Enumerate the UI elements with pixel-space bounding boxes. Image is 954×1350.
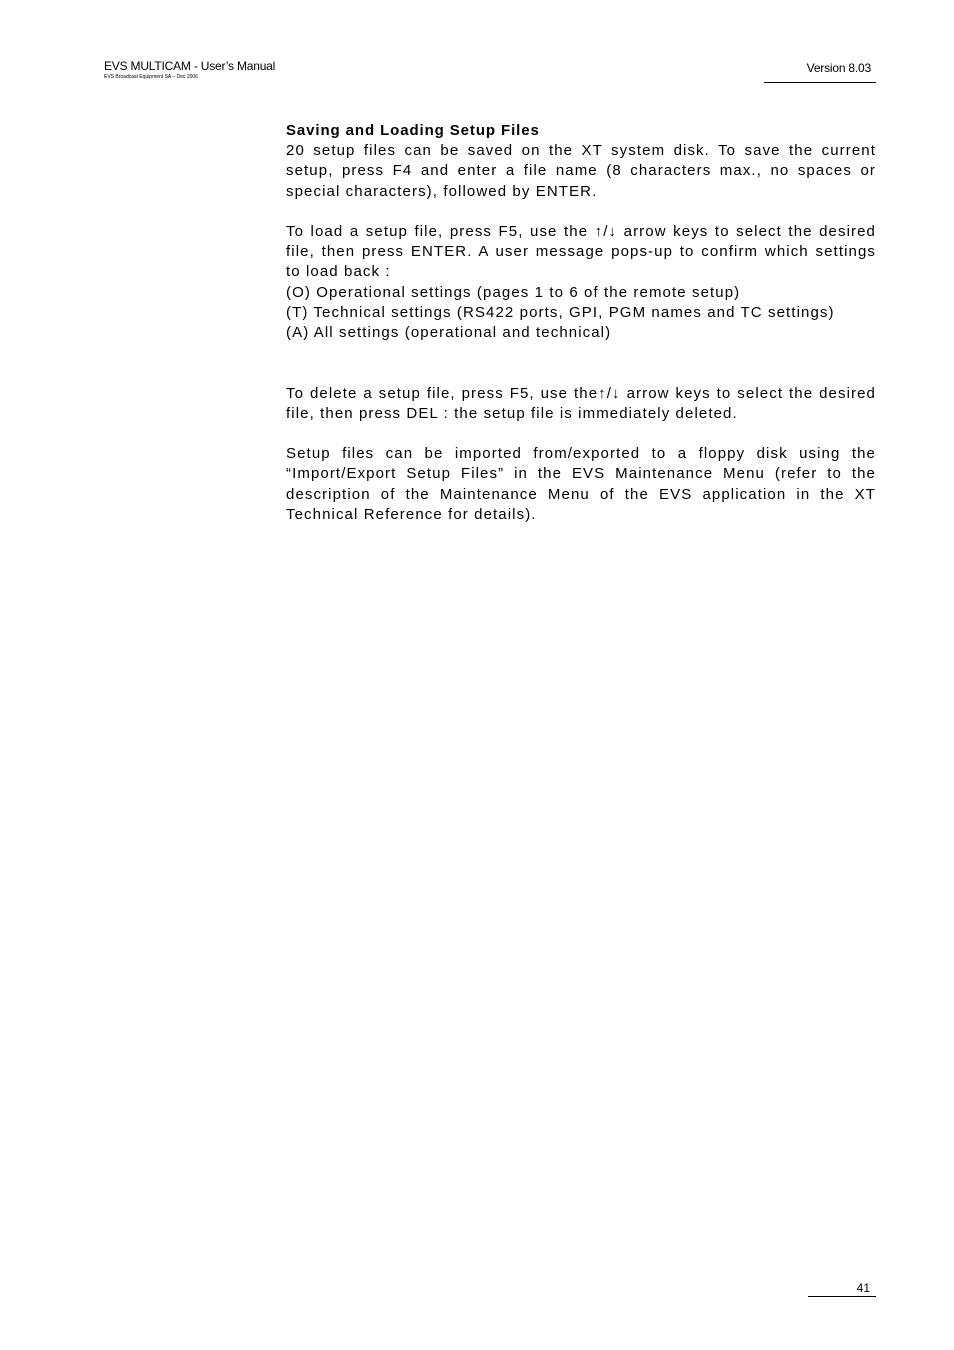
main-content [286, 121, 876, 525]
page-footer [808, 1279, 876, 1297]
document-title: EVS MULTICAM - User’s Manual [104, 59, 276, 73]
paragraph-spacer [286, 202, 876, 222]
option-technical: (T) Technical settings (RS422 ports, GPI, PGM names and TC settings) [286, 303, 835, 321]
paragraph-spacer [286, 343, 876, 383]
paragraph-import: Setup files can be imported from/exported to a floppy disk using the “Import/Export Setup Files” in the EVS Maintenance Menu (refer to the description of the Maintenance Menu of the EVS application in the XT Technical Reference for details). [286, 445, 876, 523]
version-block [764, 59, 876, 83]
page-number: 41 [856, 1281, 870, 1295]
option-all: (A) All settings (operational and technical) [286, 324, 612, 342]
document-subtitle: EVS Broadcast Equipment SA – Dec 2006 [104, 74, 198, 80]
paragraph-load: To load a setup file, press F5, use the ↑/↓ arrow keys to select the desired file, then press ENTER. A user message pops-up to confirm which settings to load back : [286, 223, 876, 281]
paragraph-save: 20 setup files can be saved on the XT system disk. To save the current setup, press F4 and enter a file name (8 characters max., no spaces or special characters), followed by ENTER. [286, 142, 876, 200]
section-heading: Saving and Loading Setup Files [286, 122, 540, 139]
paragraph-spacer [286, 424, 876, 444]
version-label: Version 8.03 [806, 61, 871, 75]
paragraph-delete: To delete a setup file, press F5, use the↑/↓ arrow keys to select the desired file, then press DEL : the setup file is immediately deleted. [286, 384, 876, 422]
option-operational: (O) Operational settings (pages 1 to 6 of the remote setup) [286, 283, 741, 301]
page-header [104, 59, 275, 80]
